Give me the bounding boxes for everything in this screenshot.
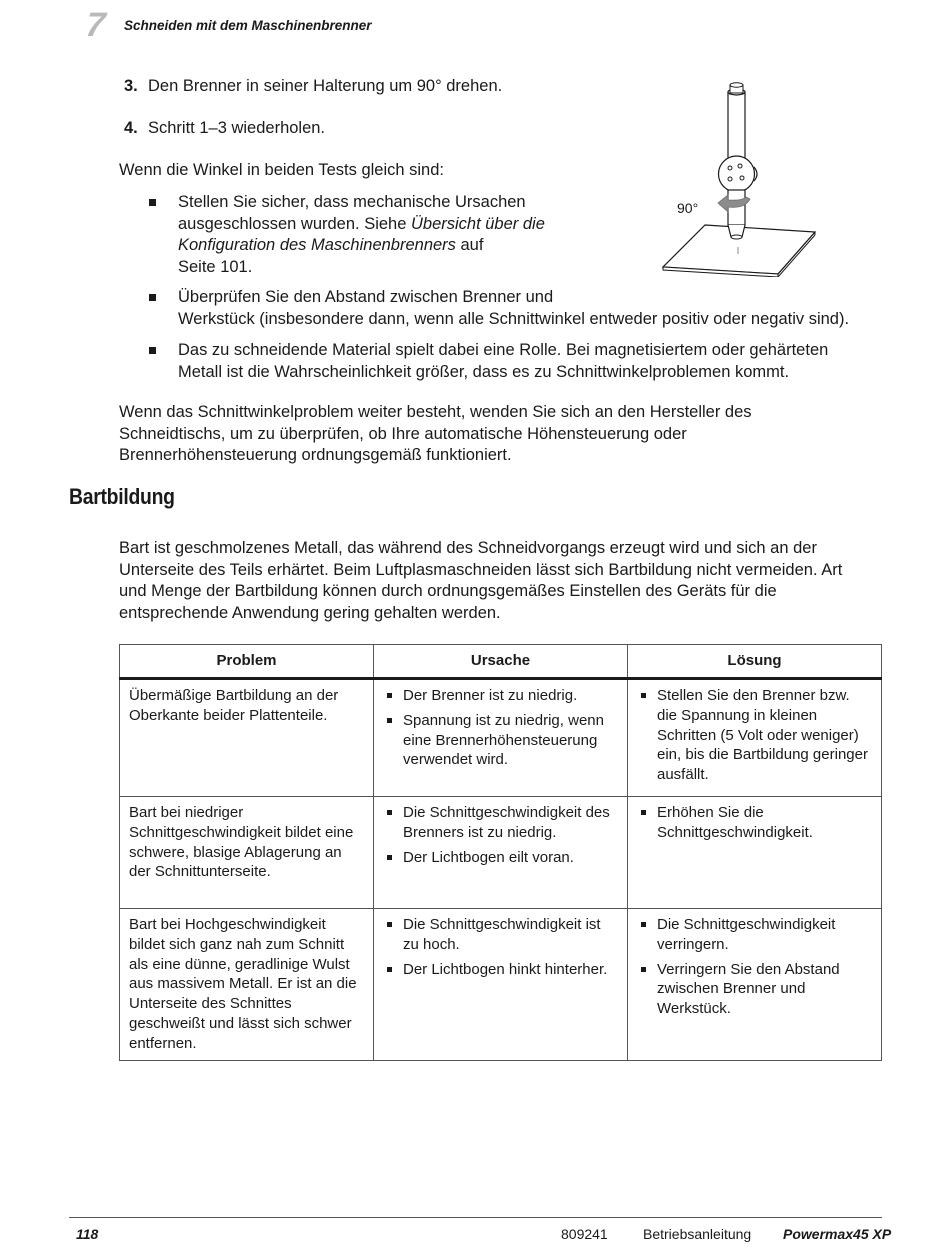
bullet-line: Überprüfen Sie den Abstand zwischen Brenner und — [178, 288, 554, 306]
closing-paragraph — [119, 402, 752, 467]
paragraph-line: Schneidtischs, um zu überprüfen, ob Ihre automatische Höhensteuerung oder — [119, 424, 687, 443]
list-item: Stellen Sie den Brenner bzw. die Spannung in kleinen Schritten (5 Volt oder weniger) ein, bis die Bartbildung geringer ausfällt. — [637, 686, 872, 785]
paragraph-line: Bart ist geschmolzenes Metall, das während des Schneidvorgangs erzeugt wird und sich an der — [119, 539, 817, 557]
bullet-square — [149, 294, 156, 301]
table-row — [120, 679, 882, 797]
solution-cell — [628, 679, 882, 797]
problem-cell: Bart bei niedriger Schnittgeschwindigkeit bildet eine schwere, blasige Ablagerung an der Schnittunterseite. — [120, 797, 374, 909]
running-header: Schneiden mit dem Maschinenbrenner — [124, 18, 372, 33]
list-item: Die Schnittgeschwindigkeit verringern. — [637, 915, 872, 955]
section-paragraph — [119, 538, 842, 624]
list-item: Erhöhen Sie die Schnittgeschwindigkeit. — [637, 803, 872, 843]
table-row — [120, 909, 882, 1061]
paragraph-line: und Menge der Bartbildung können durch ordnungsgemäßes Einstellen des Geräts für die — [119, 582, 777, 600]
step-text: Den Brenner in seiner Halterung um 90° drehen. — [148, 77, 503, 95]
step-text: Schritt 1–3 wiederholen. — [148, 119, 326, 137]
list-item: Die Schnittgeschwindigkeit des Brenners ist zu niedrig. — [383, 803, 618, 843]
chapter-number: 7 — [84, 6, 107, 44]
step-3 — [124, 77, 502, 96]
cause-cell — [374, 797, 628, 909]
list-item: Spannung ist zu niedrig, wenn eine Brennerhöhensteuerung verwendet wird. — [383, 711, 618, 770]
manual-title: Betriebsanleitung — [643, 1226, 752, 1242]
list-item: Der Brenner ist zu niedrig. — [383, 686, 618, 706]
bullet-square — [149, 347, 156, 354]
problem-cell: Übermäßige Bartbildung an der Oberkante beider Plattenteile. — [120, 679, 374, 797]
table-row — [120, 797, 882, 909]
solution-cell — [628, 797, 882, 909]
table-header-row — [120, 645, 882, 679]
cross-reference-link[interactable]: Konfiguration des Maschinenbrenners — [178, 236, 456, 254]
column-header-solution: Lösung — [628, 645, 882, 679]
bullet-line — [178, 235, 608, 257]
product-name: Powermax45 XP — [783, 1226, 892, 1242]
paragraph-line: Wenn das Schnittwinkelproblem weiter besteht, wenden Sie sich an den Hersteller des — [119, 403, 752, 421]
section-heading: Bartbildung — [69, 484, 175, 509]
torch-rotation-figure — [660, 82, 820, 277]
step-number: 4. — [124, 119, 138, 137]
column-header-cause: Ursache — [374, 645, 628, 679]
step-4 — [124, 119, 325, 138]
document-number: 809241 — [561, 1226, 608, 1242]
intro-text: Wenn die Winkel in beiden Tests gleich sind: — [119, 161, 444, 179]
cross-reference-link[interactable]: Übersicht über die — [410, 214, 545, 233]
list-item: Der Lichtbogen eilt voran. — [383, 848, 618, 868]
bullet-line: Metall ist die Wahrscheinlichkeit größer, dass es zu Schnittwinkelproblemen kommt. — [178, 362, 790, 381]
footer-divider — [69, 1217, 882, 1218]
bullet-line: Seite 101. — [178, 257, 253, 276]
page-number: 118 — [76, 1226, 99, 1242]
column-header-problem: Problem — [120, 645, 374, 679]
bullet-text: ausgeschlossen wurden. Siehe — [178, 214, 411, 233]
cause-cell — [374, 909, 628, 1061]
bullet-square — [149, 199, 156, 206]
dross-troubleshooting-table — [119, 644, 882, 1061]
bullet-line: Stellen Sie sicher, dass mechanische Ursachen — [178, 193, 526, 211]
step-number: 3. — [124, 77, 138, 95]
bullet-line — [178, 214, 608, 236]
angle-label: 90° — [677, 200, 699, 216]
cause-cell — [374, 679, 628, 797]
problem-cell: Bart bei Hochgeschwindigkeit bildet sich ganz nah zum Schnitt als eine dünne, geradlinige Wulst aus massivem Metall. Er ist an die Unterseite des Schnittes geschweißt und lässt sich schwer entfernen. — [120, 909, 374, 1061]
bullet-line: Werkstück (insbesondere dann, wenn alle Schnittwinkel entweder positiv oder negativ sind). — [178, 309, 850, 328]
solution-cell — [628, 909, 882, 1061]
list-item: Verringern Sie den Abstand zwischen Brenner und Werkstück. — [637, 960, 872, 1019]
list-item: Der Lichtbogen hinkt hinterher. — [383, 960, 618, 980]
bullet-line: Das zu schneidende Material spielt dabei eine Rolle. Bei magnetisiertem oder gehärteten — [178, 341, 829, 359]
bullet-text: auf — [455, 236, 484, 254]
list-item: Die Schnittgeschwindigkeit ist zu hoch. — [383, 915, 618, 955]
paragraph-line: Brennerhöhensteuerung ordnungsgemäß funktioniert. — [119, 446, 512, 464]
paragraph-line: entsprechende Anwendung gering gehalten werden. — [119, 603, 501, 622]
paragraph-line: Unterseite des Teils erhärtet. Beim Luftplasmaschneiden lässt sich Bartbildung nicht vermeiden. Art — [119, 560, 843, 579]
